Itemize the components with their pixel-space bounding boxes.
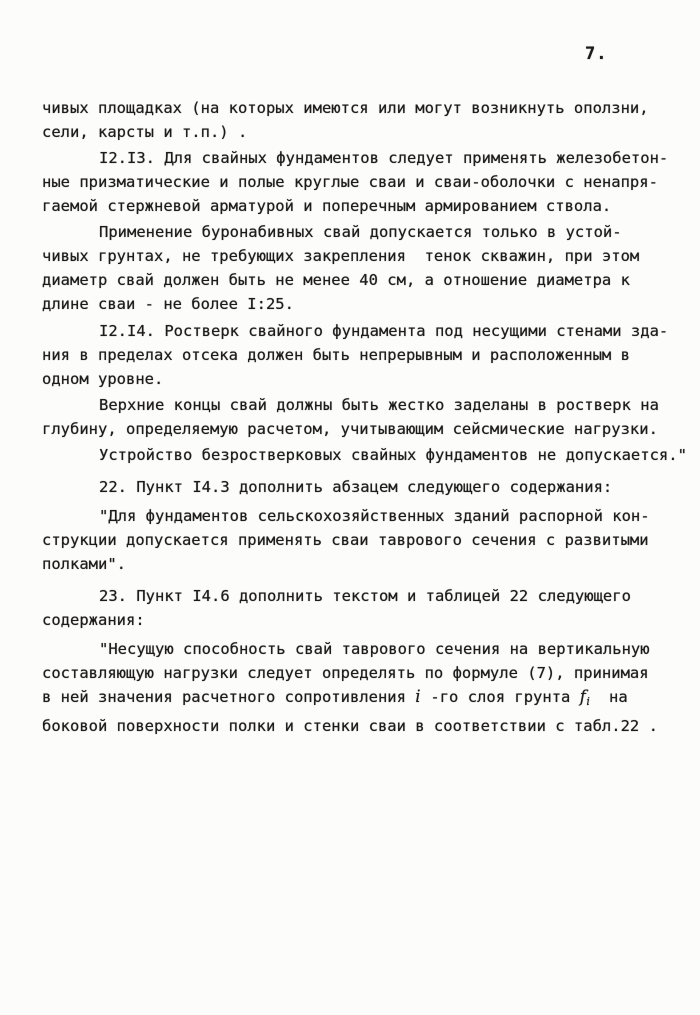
text-segment: на [590,688,628,706]
math-symbol-fi [580,687,591,706]
text-line: одном уровне. [42,370,164,388]
text-line: I2.I3. Для свайных фундаментов следует применять железобетон- [99,149,669,167]
text-line: "Несущую способность свай таврового сечения на вертикальную [99,640,650,658]
paragraph-continuation [42,96,664,144]
math-symbol-f-subscript: i [586,695,591,708]
text-line: диаметр свай должен быть не менее 40 см, а отношение диаметра к [42,271,630,289]
paragraph-item-22 [42,475,664,499]
text-line: I2.I4. Ростверк свайного фундамента под несущими стенами зда- [99,322,669,340]
text-line: 22. Пункт I4.3 дополнить абзацем следующего содержания: [99,478,613,496]
text-line: Применение буронабивных свай допускается только в устой- [99,223,622,241]
page-number: 7. [585,44,608,64]
text-line: ные призматические и полые круглые сваи и сваи-оболочки с ненапря- [42,173,658,191]
text-line: боковой поверхности полки и стенки сваи в соответствии с табл.22 . [42,717,658,735]
text-line: глубину, определяемую расчетом, учитывающим сейсмические нагрузки. [42,420,658,438]
text-line: 23. Пункт I4.6 дополнить текстом и таблицей 22 следующего [99,587,631,605]
text-line: полками". [42,555,126,573]
paragraph-bored-piles [42,220,664,316]
text-line: ния в пределах отсека должен быть непрерывным и расположенным в [42,346,630,364]
paragraph-pile-tops [42,393,664,441]
text-line: содержания: [42,611,145,629]
text-line: Устройство безростверковых свайных фундаментов не допускается." [99,446,687,464]
document-body [42,96,687,738]
text-segment: -го слоя грунта [421,688,580,706]
paragraph-12-13 [42,146,669,218]
paragraph-quote-22 [42,504,664,576]
paragraph-item-23 [42,584,664,632]
paragraph-no-grillage [42,443,687,467]
paragraph-quote-23 [42,637,664,738]
paragraph-12-14 [42,319,669,391]
text-line: "Для фундаментов сельскохозяйственных зданий распорной кон- [99,507,650,525]
text-line: чивых грунтах, не требующих закрепления тенок скважин, при этом [42,247,640,265]
text-line: сели, карсты и т.п.) . [42,123,248,141]
math-symbol-i: i [415,687,422,706]
text-line: гаемой стержневой арматурой и поперечным армированием ствола. [42,197,612,215]
text-line: Верхние концы свай должны быть жестко заделаны в ростверк на [99,396,659,414]
text-line-with-formula [42,685,664,714]
text-line: струкции допускается применять сваи таврового сечения с развитыми [42,531,649,549]
text-line: длине сваи - не более I:25. [42,295,294,313]
math-symbol-f: f [579,687,587,706]
text-line: чивых площадках (на которых имеются или могут возникнуть оползни, [42,99,649,117]
text-segment: в ней значения расчетного сопротивления [42,688,416,706]
text-line: составляющую нагрузки следует определять по формуле (7), принимая [42,664,649,682]
